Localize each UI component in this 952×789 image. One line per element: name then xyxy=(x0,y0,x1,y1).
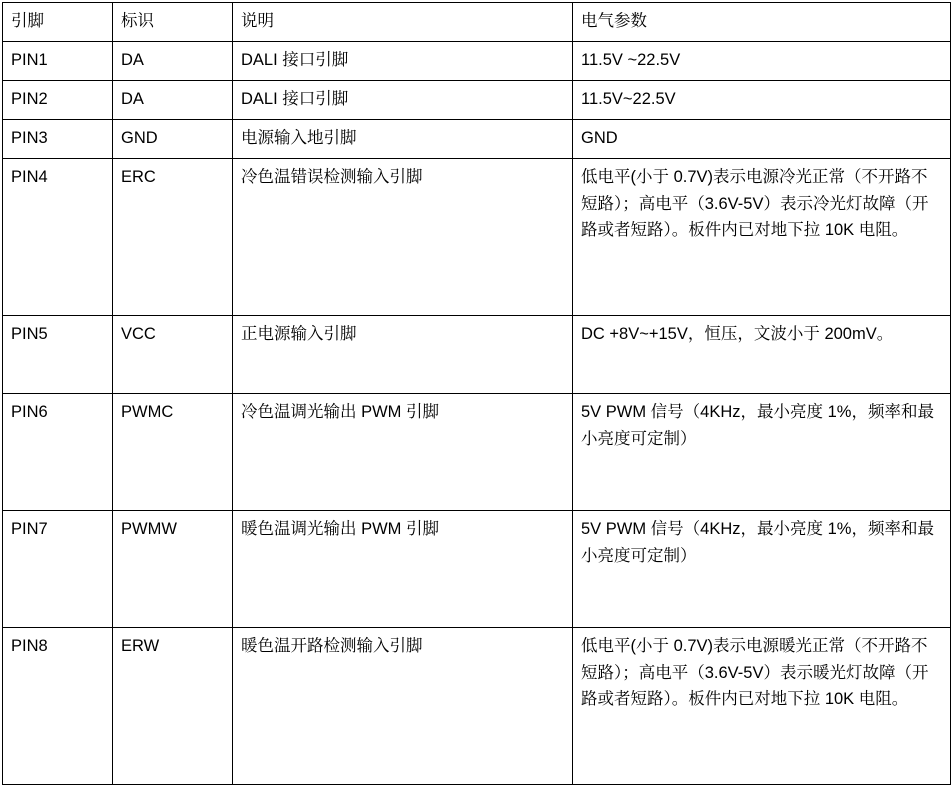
table-row xyxy=(3,316,951,394)
pin-definition-table xyxy=(2,2,951,785)
column-header-description xyxy=(233,3,573,42)
cell-pin: PIN8 xyxy=(3,628,113,785)
cell-description: 电源输入地引脚 xyxy=(233,120,573,159)
cell-pin: PIN1 xyxy=(3,42,113,81)
cell-pin: PIN3 xyxy=(3,120,113,159)
column-header-pin-label: 引脚 xyxy=(11,12,44,30)
cell-description: 冷色温调光输出 PWM 引脚 xyxy=(233,394,573,511)
cell-pin: PIN7 xyxy=(3,511,113,628)
column-header-mark-label: 标识 xyxy=(121,12,154,30)
cell-mark: ERC xyxy=(113,159,233,316)
cell-electrical: 5V PWM 信号（4KHz，最小亮度 1%，频率和最小亮度可定制） xyxy=(573,394,951,511)
cell-description: DALI 接口引脚 xyxy=(233,81,573,120)
cell-description: 暖色温调光输出 PWM 引脚 xyxy=(233,511,573,628)
cell-description: 正电源输入引脚 xyxy=(233,316,573,394)
cell-mark: PWMC xyxy=(113,394,233,511)
cell-mark: PWMW xyxy=(113,511,233,628)
table-row xyxy=(3,120,951,159)
cell-description: 冷色温错误检测输入引脚 xyxy=(233,159,573,316)
cell-mark: DA xyxy=(113,42,233,81)
cell-electrical: 低电平(小于 0.7V)表示电源暖光正常（不开路不短路）；高电平（3.6V-5V）表示暖光灯故障（开路或者短路）。板件内已对地下拉 10K 电阻。 xyxy=(573,628,951,785)
cell-electrical: 11.5V~22.5V xyxy=(573,81,951,120)
table-row xyxy=(3,81,951,120)
table-row xyxy=(3,42,951,81)
cell-pin: PIN4 xyxy=(3,159,113,316)
cell-description: DALI 接口引脚 xyxy=(233,42,573,81)
column-header-mark xyxy=(113,3,233,42)
cell-electrical: GND xyxy=(573,120,951,159)
cell-electrical: 低电平(小于 0.7V)表示电源冷光正常（不开路不短路）；高电平（3.6V-5V）表示冷光灯故障（开路或者短路）。板件内已对地下拉 10K 电阻。 xyxy=(573,159,951,316)
cell-pin: PIN6 xyxy=(3,394,113,511)
cell-electrical: 11.5V ~22.5V xyxy=(573,42,951,81)
cell-mark: GND xyxy=(113,120,233,159)
column-header-electrical-label: 电气参数 xyxy=(581,12,647,30)
cell-pin: PIN5 xyxy=(3,316,113,394)
table-row xyxy=(3,394,951,511)
cell-description: 暖色温开路检测输入引脚 xyxy=(233,628,573,785)
cell-electrical: DC +8V~+15V，恒压，文波小于 200mV。 xyxy=(573,316,951,394)
document-page xyxy=(0,2,952,789)
cell-electrical: 5V PWM 信号（4KHz，最小亮度 1%，频率和最小亮度可定制） xyxy=(573,511,951,628)
column-header-electrical xyxy=(573,3,951,42)
cell-mark: VCC xyxy=(113,316,233,394)
cell-pin: PIN2 xyxy=(3,81,113,120)
table-row xyxy=(3,159,951,316)
table-row xyxy=(3,628,951,785)
column-header-description-label: 说明 xyxy=(241,12,274,30)
cell-mark: ERW xyxy=(113,628,233,785)
table-header-row xyxy=(3,3,951,42)
column-header-pin xyxy=(3,3,113,42)
cell-mark: DA xyxy=(113,81,233,120)
table-row xyxy=(3,511,951,628)
